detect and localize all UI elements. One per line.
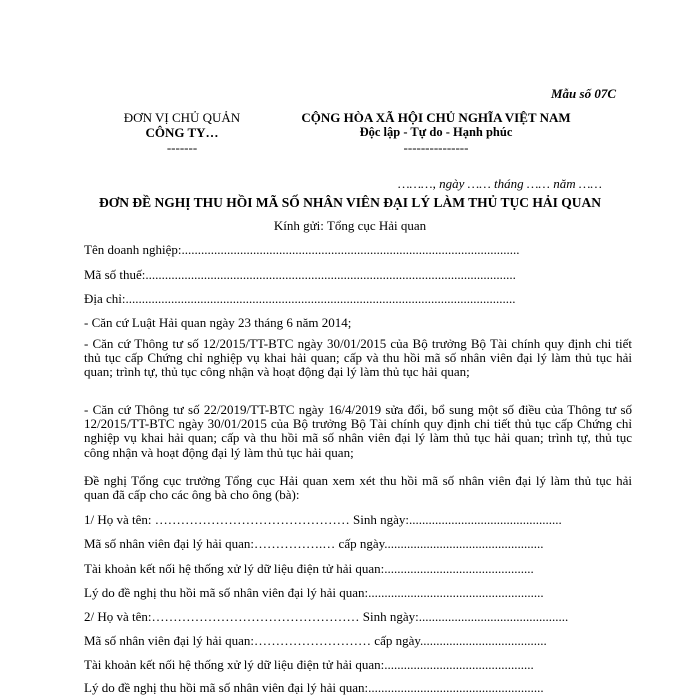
person-1-name-line: 1/ Họ và tên: ……………………………………… Sinh ngày:...............................................: [84, 512, 562, 527]
legal-basis-customs-law: - Căn cứ Luật Hải quan ngày 23 tháng 6 năm 2014;: [84, 315, 352, 330]
country-name: CỘNG HÒA XÃ HỘI CHỦ NGHĨA VIỆT NAM: [301, 110, 571, 125]
national-header: [281, 110, 591, 155]
person-2-account-line: Tài khoản kết nối hệ thống xử lý dữ liệu điện tử hải quan:..............................................: [84, 657, 534, 672]
national-motto: Độc lập - Tự do - Hạnh phúc: [359, 125, 513, 139]
organization-header: [97, 110, 267, 155]
company-name-heading: CÔNG TY…: [145, 125, 219, 140]
person-1-code-line: Mã số nhân viên đại lý hải quan:…………….… cấp ngày.................................................: [84, 536, 544, 551]
form-code: Mẫu số 07C: [550, 86, 616, 101]
org-divider: -------: [166, 140, 198, 155]
recipient-line: Kính gửi: Tổng cục Hải quan: [273, 218, 427, 233]
company-name-field: Tên doanh nghiệp:........................................................................................................: [84, 242, 520, 257]
tax-code-field: Mã số thuế:..................................................................................................................: [84, 267, 516, 282]
motto-divider: ---------------: [403, 140, 469, 155]
address-field: Địa chỉ:........................................................................................................................: [84, 291, 516, 306]
legal-basis-circular-22: - Căn cứ Thông tư số 22/2019/TT-BTC ngày 16/4/2019 sửa đổi, bổ sung một số điều của Thông tư số 12/2015/TT-BTC ngày 30/01/2015 của Bộ trưởng Bộ Tài chính quy định chi tiết thủ tục cấp Chứng chỉ nghiệp vụ khai hải quan; cấp và thu hồi mã số nhân viên đại lý làm thủ tục hải quan; trình tự, thủ tục công nhận và hoạt động đại lý làm thủ tục hải quan;: [84, 402, 632, 460]
document-title: ĐƠN ĐỀ NGHỊ THU HỒI MÃ SỐ NHÂN VIÊN ĐẠI LÝ LÀM THỦ TỤC HẢI QUAN: [99, 195, 601, 210]
person-1-account-line: Tài khoản kết nối hệ thống xử lý dữ liệu điện tử hải quan:..............................................: [84, 561, 534, 576]
legal-basis-circular-12: - Căn cứ Thông tư số 12/2015/TT-BTC ngày 30/01/2015 của Bộ trưởng Bộ Tài chính quy định chi tiết thủ tục cấp Chứng chỉ nghiệp vụ khai hải quan; cấp và thu hồi mã số nhân viên đại lý làm thủ tục hải quan; trình tự, thủ tục công nhận và hoạt động đại lý làm thủ tục hải quan;: [84, 336, 632, 380]
person-2-reason-line: Lý do đề nghị thu hồi mã số nhân viên đại lý hải quan:......................................................: [84, 680, 544, 695]
person-1-reason-line: Lý do đề nghị thu hồi mã số nhân viên đại lý hải quan:......................................................: [84, 585, 544, 600]
parent-unit: ĐƠN VỊ CHỦ QUẢN: [123, 110, 241, 125]
date-line: ………, ngày …… tháng …… năm ……: [397, 176, 602, 191]
request-paragraph: Đề nghị Tổng cục trưởng Tổng cục Hải quan xem xét thu hồi mã số nhân viên đại lý làm thủ tục hải quan đã cấp cho các ông bà cho ông (bà):: [84, 473, 632, 503]
person-2-code-line: Mã số nhân viên đại lý hải quan:……………………… cấp ngày.......................................: [84, 633, 547, 648]
person-2-name-line: 2/ Họ và tên:………………………………………… Sinh ngày:..............................................: [84, 609, 569, 624]
